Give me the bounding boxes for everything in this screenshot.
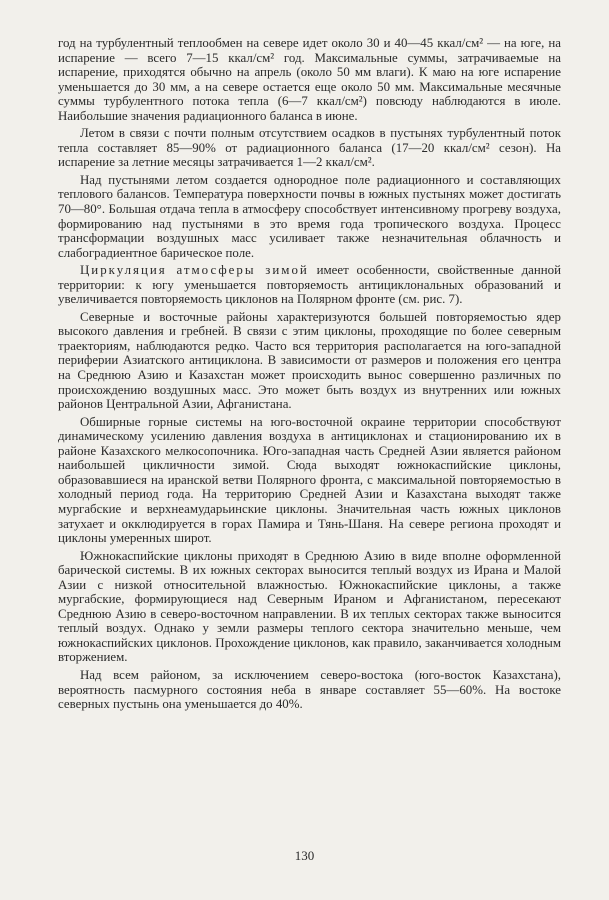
page-body [58, 36, 561, 715]
spaced-heading: Циркуляция атмосферы зимой [80, 263, 309, 278]
paragraph-8: Над всем районом, за исключением северо-востока (юго-восток Казахстана), вероятность пасмурного состояния неба в январе составляет 55—60%. На востоке северных пустынь она уменьшается до 40%. [58, 667, 561, 712]
paragraph-2: Летом в связи с почти полным отсутствием осадков в пустынях турбулентный поток тепла составляет 85—90% от радиационного баланса (17—20 ккал/см² сезон). На испарение за летние месяцы затрачивается 1—2 ккал/см². [58, 126, 561, 170]
paragraph-5: Северные и восточные районы характеризуются большей повторяемостью ядер высокого давления и гребней. В связи с этим циклоны, проходящие по более северным траекториям, наблюдаются редко. Часто вся территория располагается на юго-западной периферии Азиатского антициклона. В зависимости от размеров и положения его центра на Среднюю Азию и Казахстан может происходить вынос совершенно различных по происхождению воздушных масс. Это может быть воздух из внутренних или южных районов Центральной Азии, Афганистана. [58, 309, 561, 412]
page-number: 130 [294, 848, 315, 863]
paragraph-3: Над пустынями летом создается однородное поле радиационного и составляющих теплового балансов. Температура поверхности почвы в южных пустынях может достигать 70—80°. Большая отдача тепла в атмосферу способствует интенсивному прогреву воздуха, формированию над пустынями в это время года тропического воздуха. Процесс трансформации воздушных масс усиливает также незначительная облачность и слабоградиентное барическое поле. [58, 172, 561, 260]
paragraph-6: Обширные горные системы на юго-восточной окраине территории способствуют динамическому усилению давления воздуха в антициклонах и стационированию их в районе Казахского мелкосопочника. Юго-западная часть Средней Азии является районом наибольшей цикличности зимой. Сюда выходят южнокаспийские циклоны, образовавшиеся на иранской ветви Полярного фронта, с максимальной повторяемостью в холодный период года. На территорию Средней Азии и Казахстана выходят также мургабские и верхнеамударьинские циклоны. Значительная часть южных циклонов затухает и окклюдируется в горах Памира и Тянь-Шаня. На севере региона проходят и циклоны умеренных широт. [58, 414, 561, 546]
paragraph-4-text: имеет особенности, свойственные данной территории: к югу уменьшается повторяемость антициклональных образований и увеличивается повторяемость циклонов на Полярном фронте (см. рис. 7). [58, 263, 561, 307]
paragraph-1: год на турбулентный теплообмен на севере идет около 30 и 40—45 ккал/см² — на юге, на испарение — всего 7—15 ккал/см² год. Максимальные суммы, затрачиваемые на испарение, приходятся обычно на апрель (около 50 мм влаги). К маю на юге испарение уменьшается до 30 мм, а на севере остается еще около 50 мм. Максимальные месячные суммы турбулентного потока тепла (6—7 ккал/см²) повсюду наблюдаются в июле. Наибольшие значения радиационного баланса в июне. [58, 36, 561, 123]
paragraph-4 [58, 263, 561, 307]
paragraph-7: Южнокаспийские циклоны приходят в Среднюю Азию в виде вполне оформленной барической системы. В их южных секторах выносится теплый воздух из Ирана и Малой Азии с низкой относительной влажностью. Южнокаспийские циклоны, а также мургабские, формирующиеся над Северным Ираном и Афганистаном, пересекают Среднюю Азию в северо-восточном направлении. В их теплых секторах также выносится теплый воздух. Однако у земли размеры теплого сектора значительно меньше, чем южнокаспийских циклонов. Прохождение циклонов, как правило, заканчивается холодным вторжением. [58, 548, 561, 665]
